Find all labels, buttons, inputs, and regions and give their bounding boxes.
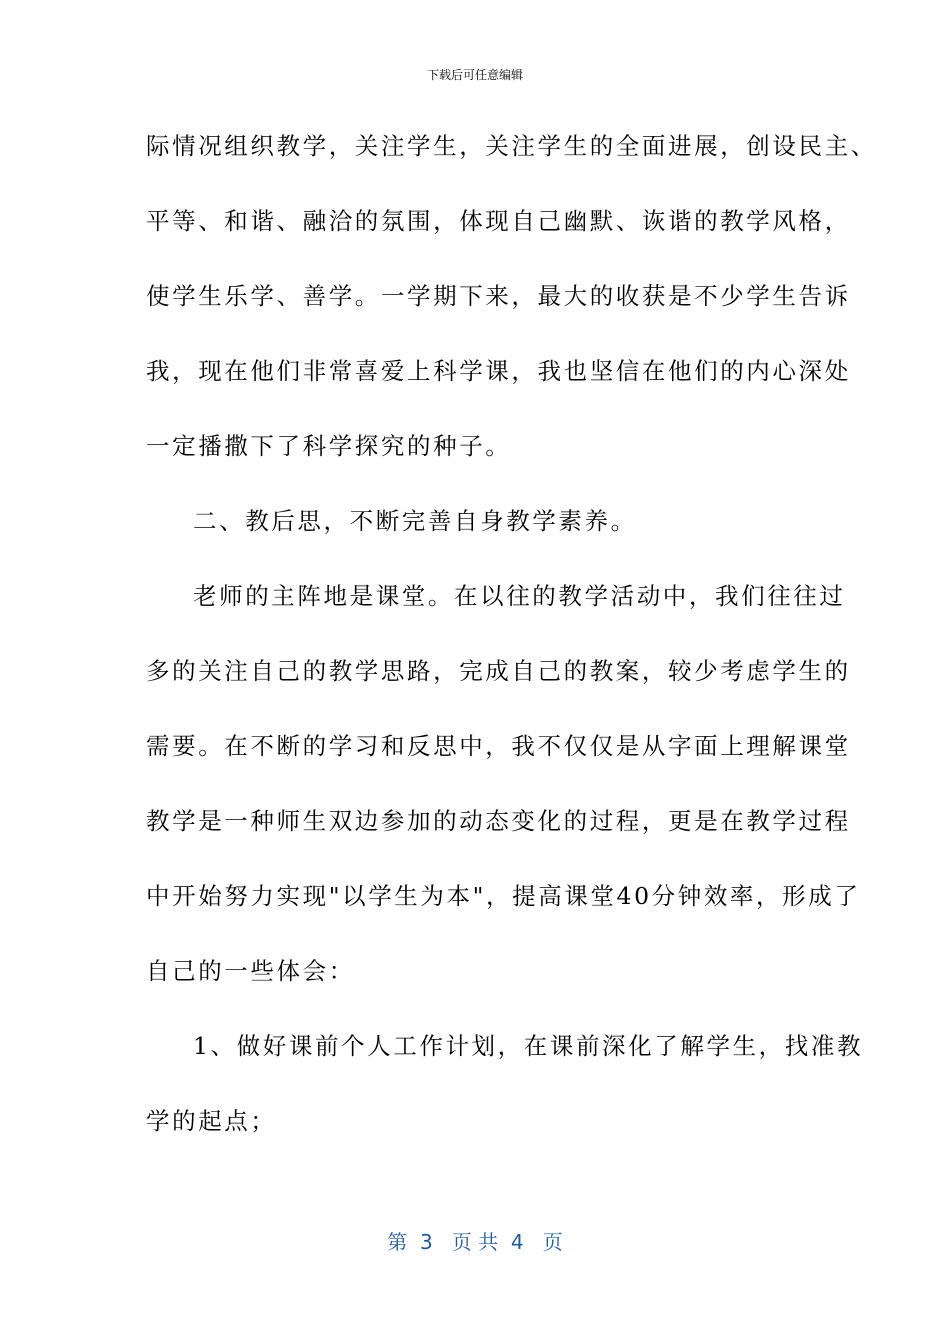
text-line-5: 一定播撒下了科学探究的种子。 [146,432,512,460]
section-heading: 二、教后思，不断完善自身教学素养。 [193,507,637,535]
text-line-11: 中开始努力实现"以学生为本"，提高课堂40分钟效率，形成了 [146,882,861,910]
text-line-12: 自己的一些体会： [146,957,355,985]
total-pages-number: 4 [510,1230,524,1254]
text-line-9: 需要。在不断的学习和反思中，我不仅仅是从字面上理解课堂 [146,732,851,760]
current-page-number: 3 [420,1230,433,1254]
footer-middle: 页 共 [451,1230,499,1254]
text-line-1: 际情况组织教学，关注学生，关注学生的全面进展，创设民主、 [146,132,877,160]
text-line-2: 平等、和谐、融洽的氛围，体现自己幽默、诙谐的教学风格， [146,207,851,235]
text-line-8: 多的关注自己的教学思路，完成自己的教案，较少考虑学生的 [146,657,851,685]
text-line-7: 老师的主阵地是课堂。在以往的教学活动中，我们往往过 [193,582,846,610]
page-footer [0,1226,950,1255]
list-item-1-line-2: 学的起点； [146,1107,277,1135]
header-note: 下载后可任意编辑 [426,68,523,82]
footer-prefix: 第 [387,1230,408,1254]
text-line-3: 使学生乐学、善学。一学期下来，最大的收获是不少学生告诉 [146,282,851,310]
text-line-10: 教学是一种师生双边参加的动态变化的过程，更是在教学过程 [146,807,851,835]
text-line-4: 我，现在他们非常喜爱上科学课，我也坚信在他们的内心深处 [146,357,851,385]
list-item-1-line-1: 1、做好课前个人工作计划，在课前深化了解学生，找准教 [193,1032,864,1060]
footer-suffix: 页 [542,1230,563,1254]
